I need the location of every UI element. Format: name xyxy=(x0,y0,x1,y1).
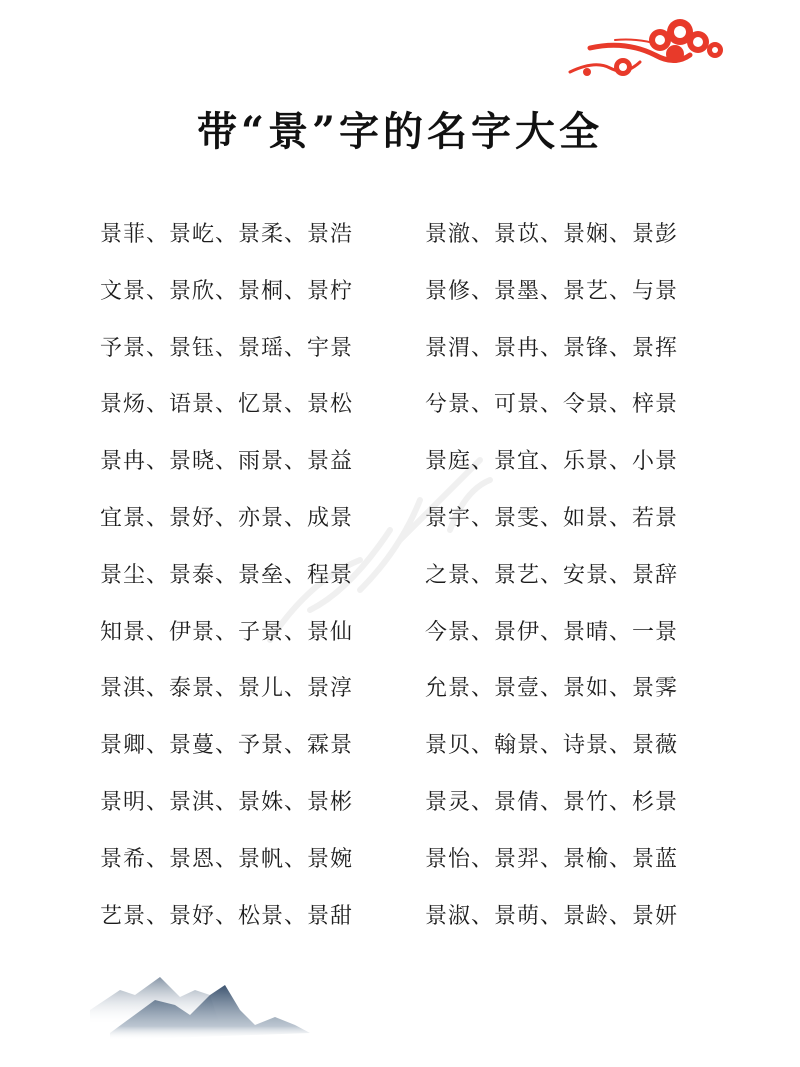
name-row: 景明、景淇、景姝、景彬 xyxy=(100,789,354,815)
name-row: 景宇、景雯、如景、若景 xyxy=(425,505,679,531)
name-row: 允景、景壹、景如、景霁 xyxy=(425,676,679,702)
ink-mountains-icon xyxy=(80,965,320,1060)
name-row: 景澈、景苡、景娴、景彭 xyxy=(425,222,679,247)
name-row: 景卿、景蔓、予景、霖景 xyxy=(100,733,354,759)
name-row: 知景、伊景、子景、景仙 xyxy=(100,619,354,645)
name-row: 景淇、泰景、景儿、景淳 xyxy=(100,676,354,702)
names-column-right xyxy=(425,215,678,953)
names-column-left xyxy=(100,215,353,953)
name-row: 景渭、景冉、景锋、景挥 xyxy=(425,335,679,361)
name-row: 景修、景墨、景艺、与景 xyxy=(425,278,679,304)
name-row: 景冉、景晓、雨景、景益 xyxy=(100,449,354,475)
name-row: 景怡、景羿、景榆、景蓝 xyxy=(425,846,679,872)
name-row: 景淑、景萌、景龄、景妍 xyxy=(425,903,679,929)
name-row: 景希、景恩、景帆、景婉 xyxy=(100,846,354,872)
name-row: 宜景、景妤、亦景、成景 xyxy=(100,505,354,531)
name-row: 文景、景欣、景桐、景柠 xyxy=(100,278,354,304)
name-row: 予景、景钰、景瑶、宇景 xyxy=(100,335,354,361)
name-row: 景菲、景屹、景柔、景浩 xyxy=(100,222,354,247)
name-row: 景贝、翰景、诗景、景薇 xyxy=(425,733,679,759)
name-row: 景炀、语景、忆景、景松 xyxy=(100,392,354,418)
name-row: 景庭、景宜、乐景、小景 xyxy=(425,449,679,475)
name-row: 景尘、景泰、景垒、程景 xyxy=(100,562,354,588)
page-title: 带“景”字的名字大全 xyxy=(196,108,603,155)
name-row: 今景、景伊、景晴、一景 xyxy=(425,619,679,645)
name-row: 之景、景艺、安景、景辞 xyxy=(425,562,679,588)
name-row: 艺景、景妤、松景、景甜 xyxy=(100,903,354,929)
name-row: 景灵、景倩、景竹、杉景 xyxy=(425,789,679,815)
red-cloud-icon xyxy=(565,10,735,80)
name-row: 兮景、可景、令景、梓景 xyxy=(425,392,679,418)
